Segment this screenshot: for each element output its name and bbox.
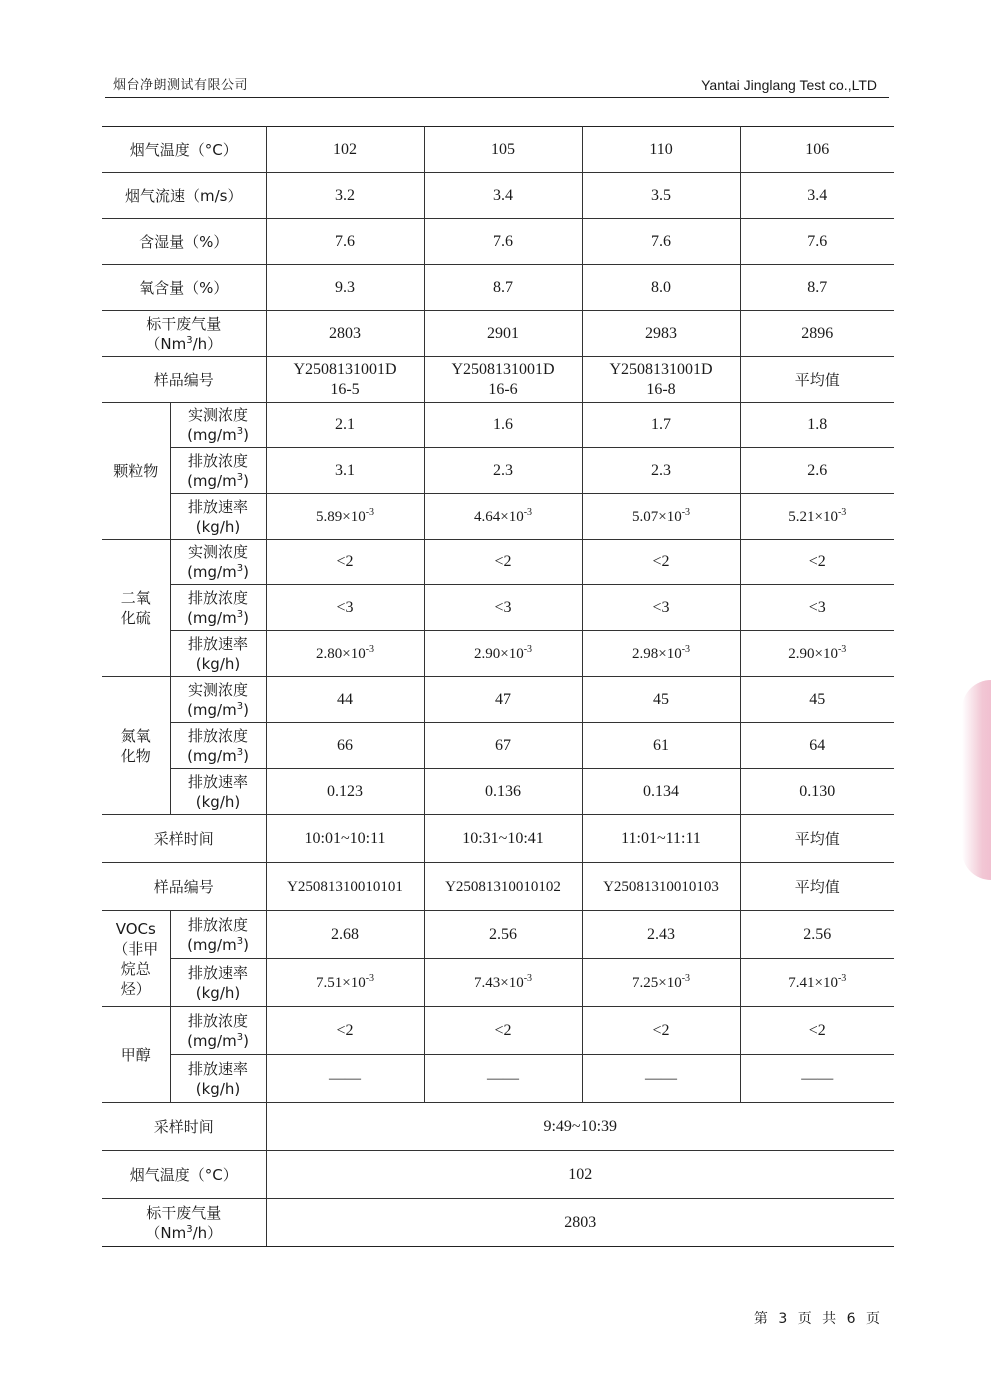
sub-label: 排放浓度 $(mg/m^3)$ bbox=[170, 723, 266, 769]
cell-value: $2.80\times 10^{-3}$ bbox=[266, 631, 424, 677]
cell-value: 2983 bbox=[582, 311, 740, 357]
cell-value: <2 bbox=[740, 540, 894, 585]
cell-value: 3.4 bbox=[424, 173, 582, 219]
table-row-sample-no bbox=[102, 357, 894, 403]
sub-label: 排放速率 (kg/h) bbox=[170, 631, 266, 677]
table-row-so2-rate bbox=[102, 631, 894, 677]
cell-value: 9:49~10:39 bbox=[266, 1103, 894, 1151]
cell-value: 1.8 bbox=[740, 403, 894, 448]
cell-value: 0.123 bbox=[266, 769, 424, 815]
cell-value: 9.3 bbox=[266, 265, 424, 311]
cell-value: 110 bbox=[582, 127, 740, 173]
table-row-nox-emission bbox=[102, 723, 894, 769]
cell-value: $7.25\times 10^{-3}$ bbox=[582, 959, 740, 1007]
cell-value: $7.51\times 10^{-3}$ bbox=[266, 959, 424, 1007]
sub-label: 实测浓度 $(mg/m^3)$ bbox=[170, 677, 266, 723]
cell-value: 44 bbox=[266, 677, 424, 723]
sample-id: Y2508131001D 16-5 bbox=[266, 357, 424, 403]
row-label: 样品编号 bbox=[102, 357, 266, 403]
sub-label: 实测浓度 $(mg/m^3)$ bbox=[170, 540, 266, 585]
row-label: 含湿量（%） bbox=[102, 219, 266, 265]
cell-value: $2.90\times 10^{-3}$ bbox=[740, 631, 894, 677]
cell-value: 2.56 bbox=[740, 911, 894, 959]
cell-value: <2 bbox=[266, 540, 424, 585]
cell-value: 8.0 bbox=[582, 265, 740, 311]
cell-value: $5.07\times 10^{-3}$ bbox=[582, 494, 740, 540]
cell-value: 64 bbox=[740, 723, 894, 769]
table-row-so2-emission bbox=[102, 585, 894, 631]
cell-value: <3 bbox=[740, 585, 894, 631]
cell-value: 45 bbox=[582, 677, 740, 723]
cell-value: 61 bbox=[582, 723, 740, 769]
table-row-vocs-rate bbox=[102, 959, 894, 1007]
cell-value: 11:01~11:11 bbox=[582, 815, 740, 863]
cell-value: <3 bbox=[424, 585, 582, 631]
row-label: 样品编号 bbox=[102, 863, 266, 911]
cell-value: 47 bbox=[424, 677, 582, 723]
pollutant-so2: 二氧 化硫 bbox=[102, 540, 170, 677]
sub-label: 排放速率 (kg/h) bbox=[170, 769, 266, 815]
company-name-cn: 烟台净朗测试有限公司 bbox=[113, 78, 249, 93]
cell-value: 102 bbox=[266, 1151, 894, 1199]
seal-stamp-fragment bbox=[962, 680, 991, 880]
cell-value: <2 bbox=[266, 1007, 424, 1055]
table-row-summary-std-gas bbox=[102, 1199, 894, 1247]
table-row-particulate-measured bbox=[102, 403, 894, 448]
sample-id: Y25081310010103 bbox=[582, 863, 740, 911]
cell-value: 3.5 bbox=[582, 173, 740, 219]
table-row-particulate-emission bbox=[102, 448, 894, 494]
cell-value: 8.7 bbox=[424, 265, 582, 311]
table-row-flue-temp bbox=[102, 127, 894, 173]
page-number: 第 3 页 共 6 页 bbox=[753, 1311, 883, 1327]
pollutant-particulate: 颗粒物 bbox=[102, 403, 170, 540]
cell-value: $7.43\times 10^{-3}$ bbox=[424, 959, 582, 1007]
cell-value: —— bbox=[424, 1055, 582, 1103]
table-row-methanol-rate bbox=[102, 1055, 894, 1103]
cell-value: <3 bbox=[266, 585, 424, 631]
cell-value: 7.6 bbox=[582, 219, 740, 265]
average-label: 平均值 bbox=[740, 815, 894, 863]
cell-value: $4.64\times 10^{-3}$ bbox=[424, 494, 582, 540]
emission-report-table bbox=[102, 126, 894, 1247]
cell-value: 2.56 bbox=[424, 911, 582, 959]
sample-id: Y2508131001D 16-8 bbox=[582, 357, 740, 403]
cell-value: 7.6 bbox=[424, 219, 582, 265]
sub-label: 排放浓度 $(mg/m^3)$ bbox=[170, 448, 266, 494]
table-row-nox-measured bbox=[102, 677, 894, 723]
table-row-summary-sampling-time bbox=[102, 1103, 894, 1151]
cell-value: 67 bbox=[424, 723, 582, 769]
sample-id: Y2508131001D 16-6 bbox=[424, 357, 582, 403]
cell-value: <2 bbox=[424, 540, 582, 585]
row-label: 采样时间 bbox=[102, 1103, 266, 1151]
sub-label: 排放浓度 $(mg/m^3)$ bbox=[170, 585, 266, 631]
sub-label: 排放浓度 $(mg/m^3)$ bbox=[170, 911, 266, 959]
row-label: 烟气温度（°C） bbox=[102, 127, 266, 173]
row-label: 氧含量（%） bbox=[102, 265, 266, 311]
row-label: 标干废气量 （Nm$^3$/h） bbox=[102, 1199, 266, 1247]
cell-value: —— bbox=[266, 1055, 424, 1103]
cell-value: 2.43 bbox=[582, 911, 740, 959]
cell-value: 0.136 bbox=[424, 769, 582, 815]
cell-value: <2 bbox=[740, 1007, 894, 1055]
row-label: 标干废气量 （Nm$^3$/h） bbox=[102, 311, 266, 357]
cell-value: $2.98\times 10^{-3}$ bbox=[582, 631, 740, 677]
cell-value: 1.6 bbox=[424, 403, 582, 448]
table-row-sample-no-2 bbox=[102, 863, 894, 911]
cell-value: 2896 bbox=[740, 311, 894, 357]
cell-value: $5.21\times 10^{-3}$ bbox=[740, 494, 894, 540]
cell-value: 2803 bbox=[266, 311, 424, 357]
cell-value: $7.41\times 10^{-3}$ bbox=[740, 959, 894, 1007]
cell-value: 8.7 bbox=[740, 265, 894, 311]
cell-value: 45 bbox=[740, 677, 894, 723]
cell-value: <3 bbox=[582, 585, 740, 631]
cell-value: 105 bbox=[424, 127, 582, 173]
cell-value: 106 bbox=[740, 127, 894, 173]
cell-value: $5.89\times 10^{-3}$ bbox=[266, 494, 424, 540]
sample-id: Y25081310010101 bbox=[266, 863, 424, 911]
pollutant-methanol: 甲醇 bbox=[102, 1007, 170, 1103]
sub-label: 排放速率 (kg/h) bbox=[170, 494, 266, 540]
cell-value: 2.68 bbox=[266, 911, 424, 959]
cell-value: 3.1 bbox=[266, 448, 424, 494]
sub-label: 排放速率 (kg/h) bbox=[170, 959, 266, 1007]
cell-value: 2.3 bbox=[582, 448, 740, 494]
sample-id: Y25081310010102 bbox=[424, 863, 582, 911]
cell-value: 2.3 bbox=[424, 448, 582, 494]
sub-label: 排放速率 (kg/h) bbox=[170, 1055, 266, 1103]
cell-value: 2901 bbox=[424, 311, 582, 357]
average-label: 平均值 bbox=[740, 863, 894, 911]
pollutant-nox: 氮氧 化物 bbox=[102, 677, 170, 815]
cell-value: 7.6 bbox=[740, 219, 894, 265]
table-row-oxygen bbox=[102, 265, 894, 311]
row-label: 烟气流速（m/s） bbox=[102, 173, 266, 219]
pollutant-vocs: VOCs （非甲 烷总 烃） bbox=[102, 911, 170, 1007]
cell-value: 3.2 bbox=[266, 173, 424, 219]
company-name-en: Yantai Jinglang Test co.,LTD bbox=[701, 77, 877, 93]
cell-value: 66 bbox=[266, 723, 424, 769]
cell-value: 10:01~10:11 bbox=[266, 815, 424, 863]
cell-value: 2803 bbox=[266, 1199, 894, 1247]
cell-value: 3.4 bbox=[740, 173, 894, 219]
cell-value: 2.1 bbox=[266, 403, 424, 448]
table-row-nox-rate bbox=[102, 769, 894, 815]
sub-label: 实测浓度 $(mg/m^3)$ bbox=[170, 403, 266, 448]
cell-value: <2 bbox=[582, 540, 740, 585]
cell-value: 10:31~10:41 bbox=[424, 815, 582, 863]
table-row-std-gas-volume bbox=[102, 311, 894, 357]
cell-value: —— bbox=[582, 1055, 740, 1103]
cell-value: $2.90\times 10^{-3}$ bbox=[424, 631, 582, 677]
cell-value: 102 bbox=[266, 127, 424, 173]
cell-value: 1.7 bbox=[582, 403, 740, 448]
table-row-vocs-emission bbox=[102, 911, 894, 959]
cell-value: 0.130 bbox=[740, 769, 894, 815]
cell-value: <2 bbox=[582, 1007, 740, 1055]
row-label: 采样时间 bbox=[102, 815, 266, 863]
table-row-summary-flue-temp bbox=[102, 1151, 894, 1199]
cell-value: 0.134 bbox=[582, 769, 740, 815]
row-label: 烟气温度（°C） bbox=[102, 1151, 266, 1199]
table-row-moisture bbox=[102, 219, 894, 265]
table-row-so2-measured bbox=[102, 540, 894, 585]
average-label: 平均值 bbox=[740, 357, 894, 403]
table-row-methanol-emission bbox=[102, 1007, 894, 1055]
table-row-sampling-time bbox=[102, 815, 894, 863]
cell-value: <2 bbox=[424, 1007, 582, 1055]
table-row-particulate-rate bbox=[102, 494, 894, 540]
sub-label: 排放浓度 $(mg/m^3)$ bbox=[170, 1007, 266, 1055]
cell-value: —— bbox=[740, 1055, 894, 1103]
cell-value: 2.6 bbox=[740, 448, 894, 494]
header-rule bbox=[105, 97, 889, 98]
table-row-flow-velocity bbox=[102, 173, 894, 219]
cell-value: 7.6 bbox=[266, 219, 424, 265]
